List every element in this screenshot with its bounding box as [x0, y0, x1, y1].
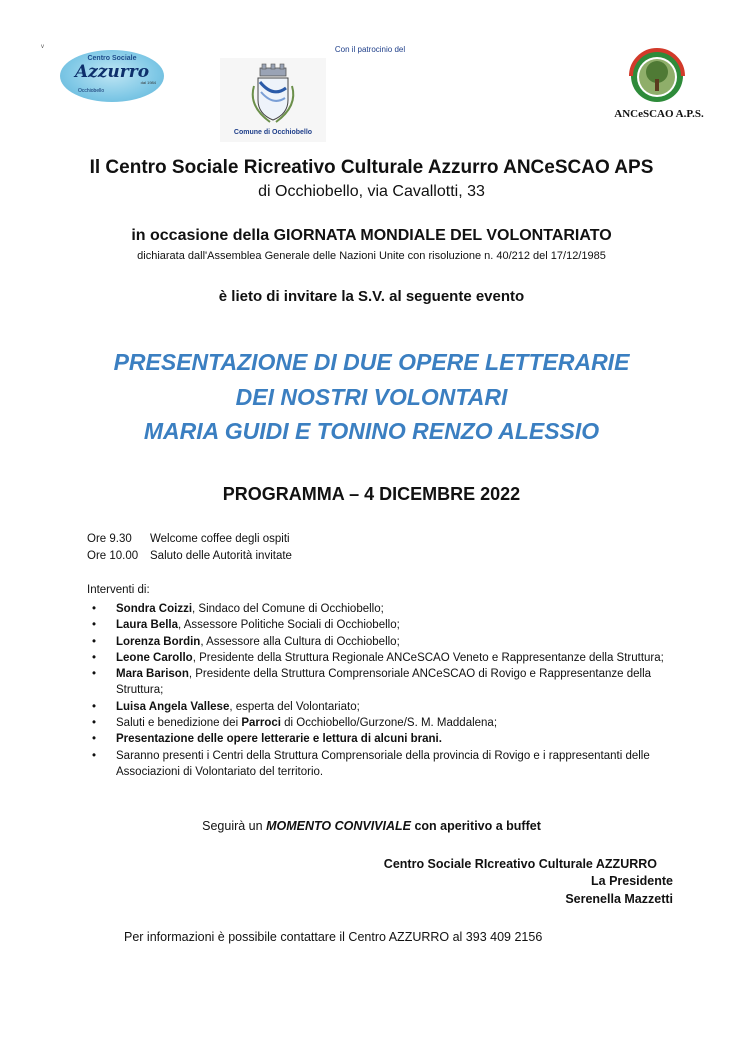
speaker-name: Lorenza Bordin — [116, 635, 201, 648]
speaker-name: Sondra Coizzi — [116, 603, 193, 615]
declaration-note: dichiarata dall'Assemblea Generale delle Nazioni Unite con risoluzione n. 40/212 del 17/12/1985 — [137, 250, 606, 262]
schedule-time: Ore 9.30 — [87, 533, 132, 545]
presentation-title-line: DEI NOSTRI VOLONTARI — [235, 384, 508, 410]
organization-address: di Occhiobello, via Cavallotti, 33 — [258, 183, 485, 200]
occasion-heading: in occasione della GIORNATA MONDIALE DEL VOLONTARIATO — [131, 227, 612, 244]
patrocinio-label: Con il patrocinio del — [334, 45, 406, 54]
convivial-line: Seguirà un MOMENTO CONVIVIALE con aperitivo a buffet — [202, 819, 541, 833]
signature-organization: Centro Sociale RIcreativo Culturale AZZURRO — [383, 857, 657, 871]
interventi-label: Interventi di: — [87, 584, 150, 596]
azzurro-logo-place: Occhiobello — [78, 88, 105, 94]
convivial-highlight: MOMENTO CONVIVIALE — [266, 819, 411, 833]
comune-label: Comune di Occhiobello — [233, 129, 313, 136]
schedule-desc: Saluto delle Autorità invitate — [150, 550, 292, 562]
list-item: • Sondra Coizzi, Sindaco del Comune di Occhiobello; — [92, 603, 384, 615]
presentation-title-line: MARIA GUIDI E TONINO RENZO ALESSIO — [143, 418, 600, 444]
speaker-name: Leone Carollo — [116, 651, 193, 664]
list-item: • Saranno presenti i Centri della Struttura Comprensoriale della provincia di Rovigo e i rappresentanti delle Associazioni di Volontariato del territorio. — [92, 749, 650, 778]
azzurro-logo — [60, 50, 164, 102]
list-item: • Lorenza Bordin, Assessore alla Cultura di Occhiobello; — [92, 635, 400, 648]
comune-crest — [220, 58, 326, 142]
azzurro-logo-main: Azzurro — [74, 62, 150, 82]
presentation-title-line: PRESENTAZIONE DI DUE OPERE LETTERARIE — [113, 349, 630, 375]
invite-line: è lieto di invitare la S.V. al seguente evento — [218, 288, 525, 305]
schedule-desc: Welcome coffee degli ospiti — [150, 533, 290, 545]
speaker-name: Luisa Angela Vallese — [116, 700, 230, 713]
azzurro-logo-year: dal 1984 — [140, 80, 156, 85]
schedule-row — [87, 550, 292, 562]
tree-emblem-icon — [622, 46, 692, 102]
contact-info: Per informazioni è possibile contattare il Centro AZZURRO al 393 409 2156 — [124, 930, 543, 944]
speaker-name: Mara Barison — [116, 668, 189, 681]
speakers-list — [90, 601, 690, 780]
signature-name: Serenella Mazzetti — [565, 892, 673, 906]
organization-title: Il Centro Sociale Ricreativo Culturale Azzurro ANCeSCAO APS — [89, 157, 654, 178]
schedule-time: Ore 10.00 — [87, 550, 139, 562]
list-item: • Laura Bella, Assessore Politiche Sociali di Occhiobello; — [92, 619, 400, 632]
program-title: PROGRAMMA – 4 DICEMBRE 2022 — [222, 484, 521, 504]
speaker-name: Laura Bella — [116, 619, 178, 632]
list-item: • Saluti e benedizione dei Parroci di Occhiobello/Gurzone/S. M. Maddalena; — [92, 717, 498, 730]
schedule-row — [87, 533, 290, 545]
speaker-name: Parroci — [241, 717, 281, 730]
list-item: • Mara Barison, Presidente della Struttura Comprensoriale ANCeSCAO di Rovigo e Rappresentanze della Struttura; — [92, 668, 652, 697]
ancescao-logo — [622, 46, 692, 102]
corner-mark: v — [41, 44, 44, 50]
list-item: • Leone Carollo, Presidente della Struttura Regionale ANCeSCAO Veneto e Rappresentanze della Struttura; — [92, 651, 664, 664]
crest-icon — [220, 58, 326, 128]
list-item: • Luisa Angela Vallese, esperta del Volontariato; — [92, 700, 360, 713]
azzurro-logo-top: Centro Sociale — [87, 55, 137, 62]
ancescao-name: ANCeSCAO A.P.S. — [614, 108, 704, 120]
signature-role: La Presidente — [591, 874, 673, 888]
list-item: • Presentazione delle opere letterarie e lettura di alcuni brani. — [92, 733, 442, 746]
